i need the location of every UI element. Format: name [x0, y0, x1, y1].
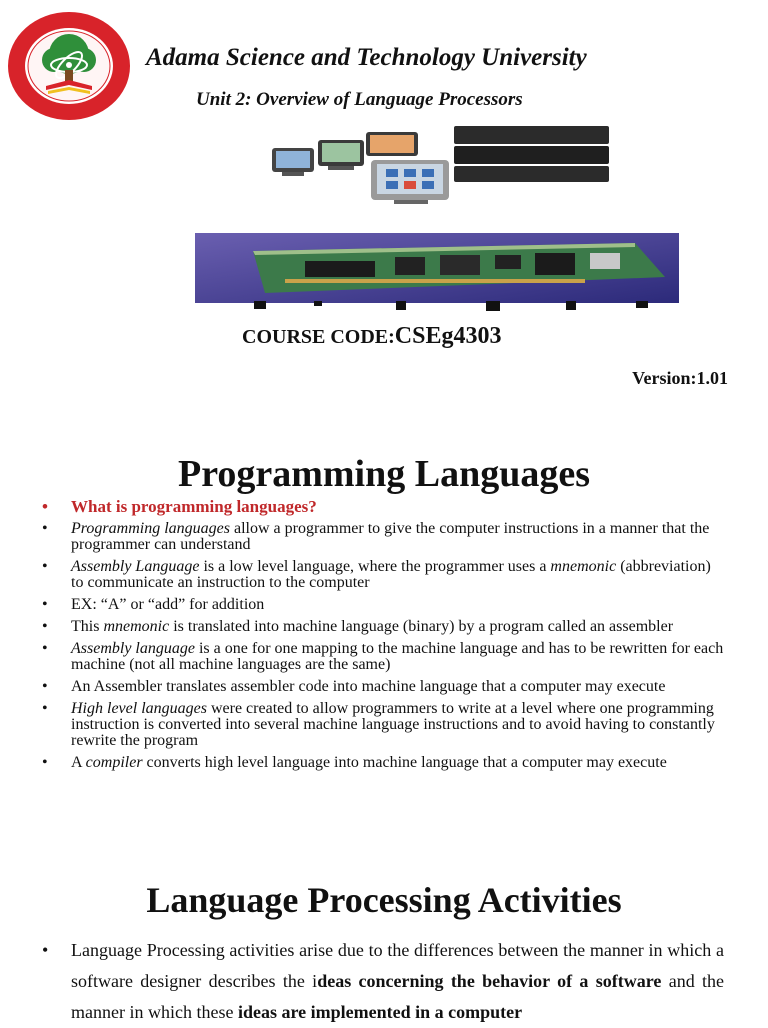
list-item: • Assembly Language is a low level language, where the programmer uses a mnemonic (abbreviation) to communicate an instruction to the computer	[40, 559, 724, 591]
clipped-text-fragment	[236, 301, 676, 315]
unit-title: Unit 2: Overview of Language Processors	[196, 89, 523, 110]
programming-languages-list	[40, 498, 724, 777]
section-title-language-processing: Language Processing Activities	[146, 880, 622, 920]
language-processing-list	[40, 935, 724, 1028]
university-name: Adama Science and Technology University	[146, 44, 587, 71]
circuit-board-photo-icon	[195, 233, 679, 303]
list-item: • Assembly language is a one for one mapping to the machine language and has to be rewritten for each machine (not all machine languages are the same)	[40, 641, 724, 673]
course-code-label: COURSE CODE:	[242, 326, 395, 348]
list-item: • High level languages were created to allow programmers to write at a level where one programming instruction is converted into several machine language instructions and to avoid having to constantly rewrite the program	[40, 701, 724, 749]
list-item: • This mnemonic is translated into machine language (binary) by a program called an assembler	[40, 619, 724, 635]
section-title-programming-languages: Programming Languages	[177, 453, 591, 495]
list-item-question: • What is programming languages?	[40, 498, 724, 516]
university-seal-icon	[6, 10, 132, 122]
course-code-value: CSEg4303	[394, 323, 502, 349]
list-item: • An Assembler translates assembler code into machine language that a computer may execute	[40, 679, 724, 695]
course-code	[242, 323, 501, 350]
list-item: • A compiler converts high level language into machine language that a computer may execute	[40, 755, 724, 771]
list-item: • Language Processing activities arise due to the differences between the manner in which a software designer describes the ideas concerning the behavior of a software and the manner in which these ideas are implemented in a computer	[40, 935, 724, 1028]
retail-terminals-photo-icon	[266, 124, 616, 206]
list-item: • Programming languages allow a programmer to give the computer instructions in a manner that the programmer can understand	[40, 521, 724, 553]
version-label: Version:1.01	[632, 368, 728, 388]
list-item: • EX: “A” or “add” for addition	[40, 597, 724, 613]
